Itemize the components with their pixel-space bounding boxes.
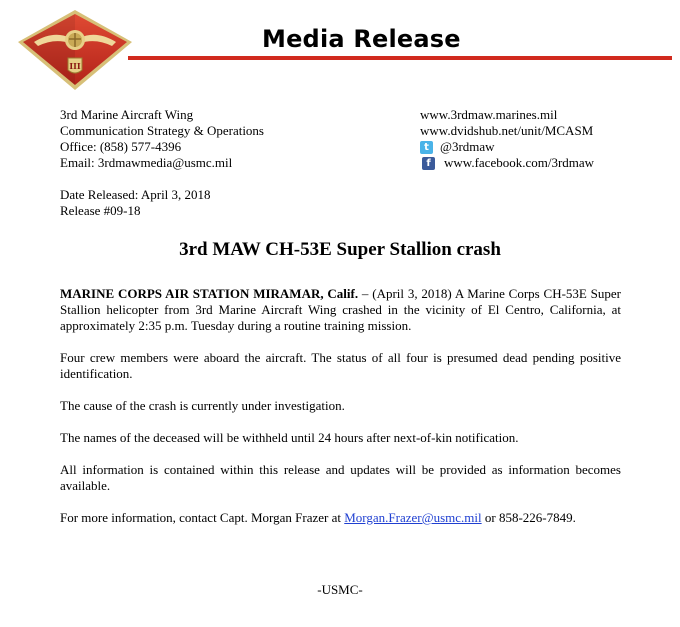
facebook-link[interactable]: www.facebook.com/3rdmaw <box>444 155 595 170</box>
unit-name: 3rd Marine Aircraft Wing <box>60 107 194 122</box>
paragraph-4: The names of the deceased will be withheld until 24 hours after next-of-kin notification. <box>60 430 519 445</box>
dateline: MARINE CORPS AIR STATION MIRAMAR, Calif. <box>60 286 359 301</box>
contact-email: Email: 3rdmawmedia@usmc.mil <box>60 155 233 170</box>
department-name: Communication Strategy & Operations <box>60 123 264 138</box>
contact-block-right <box>420 107 594 171</box>
dvids-link[interactable]: www.dvidshub.net/unit/MCASM <box>420 123 594 138</box>
logo-numeral: III <box>69 61 81 71</box>
release-number: Release #09-18 <box>60 203 141 218</box>
paragraph-6-phone: or 858-226-7849. <box>481 510 576 525</box>
paragraph-1 <box>60 286 621 334</box>
contact-block-left <box>60 107 264 171</box>
paragraph-2: Four crew members were aboard the aircraft. The status of all four is presumed dead pending positive identification. <box>60 350 621 381</box>
page-title: Media Release <box>262 25 461 53</box>
contact-email-link[interactable]: Morgan.Frazer@usmc.mil <box>344 510 482 525</box>
facebook-row[interactable] <box>420 155 594 171</box>
paragraph-6-text: For more information, contact Capt. Morgan Frazer at <box>60 510 345 525</box>
twitter-icon: t <box>420 141 433 154</box>
header-red-rule <box>128 56 672 60</box>
headline: 3rd MAW CH-53E Super Stallion crash <box>179 239 501 260</box>
paragraph-3: The cause of the crash is currently under investigation. <box>60 398 345 413</box>
twitter-handle[interactable]: @3rdmaw <box>440 139 495 154</box>
3rd-maw-logo <box>14 8 136 92</box>
twitter-row[interactable] <box>420 139 594 155</box>
footer-usmc: -USMC- <box>317 582 363 597</box>
office-phone: Office: (858) 577-4396 <box>60 139 182 154</box>
paragraph-1-text: – (April 3, 2018) A Marine Corps CH-53E Super Stallion helicopter from 3rd Marine Aircraft Wing crashed in the vicinity of El Centro, California, at approximately 2:35 p.m. Tuesday during a routine training mission. <box>60 286 622 333</box>
facebook-icon: f <box>422 157 435 170</box>
header <box>0 0 680 96</box>
release-info <box>60 187 211 219</box>
paragraph-5: All information is contained within this release and updates will be provided as information becomes available. <box>60 462 621 493</box>
release-date: Date Released: April 3, 2018 <box>60 187 211 202</box>
paragraph-6 <box>60 510 621 526</box>
website-link[interactable]: www.3rdmaw.marines.mil <box>420 107 558 122</box>
body-text <box>60 286 621 542</box>
